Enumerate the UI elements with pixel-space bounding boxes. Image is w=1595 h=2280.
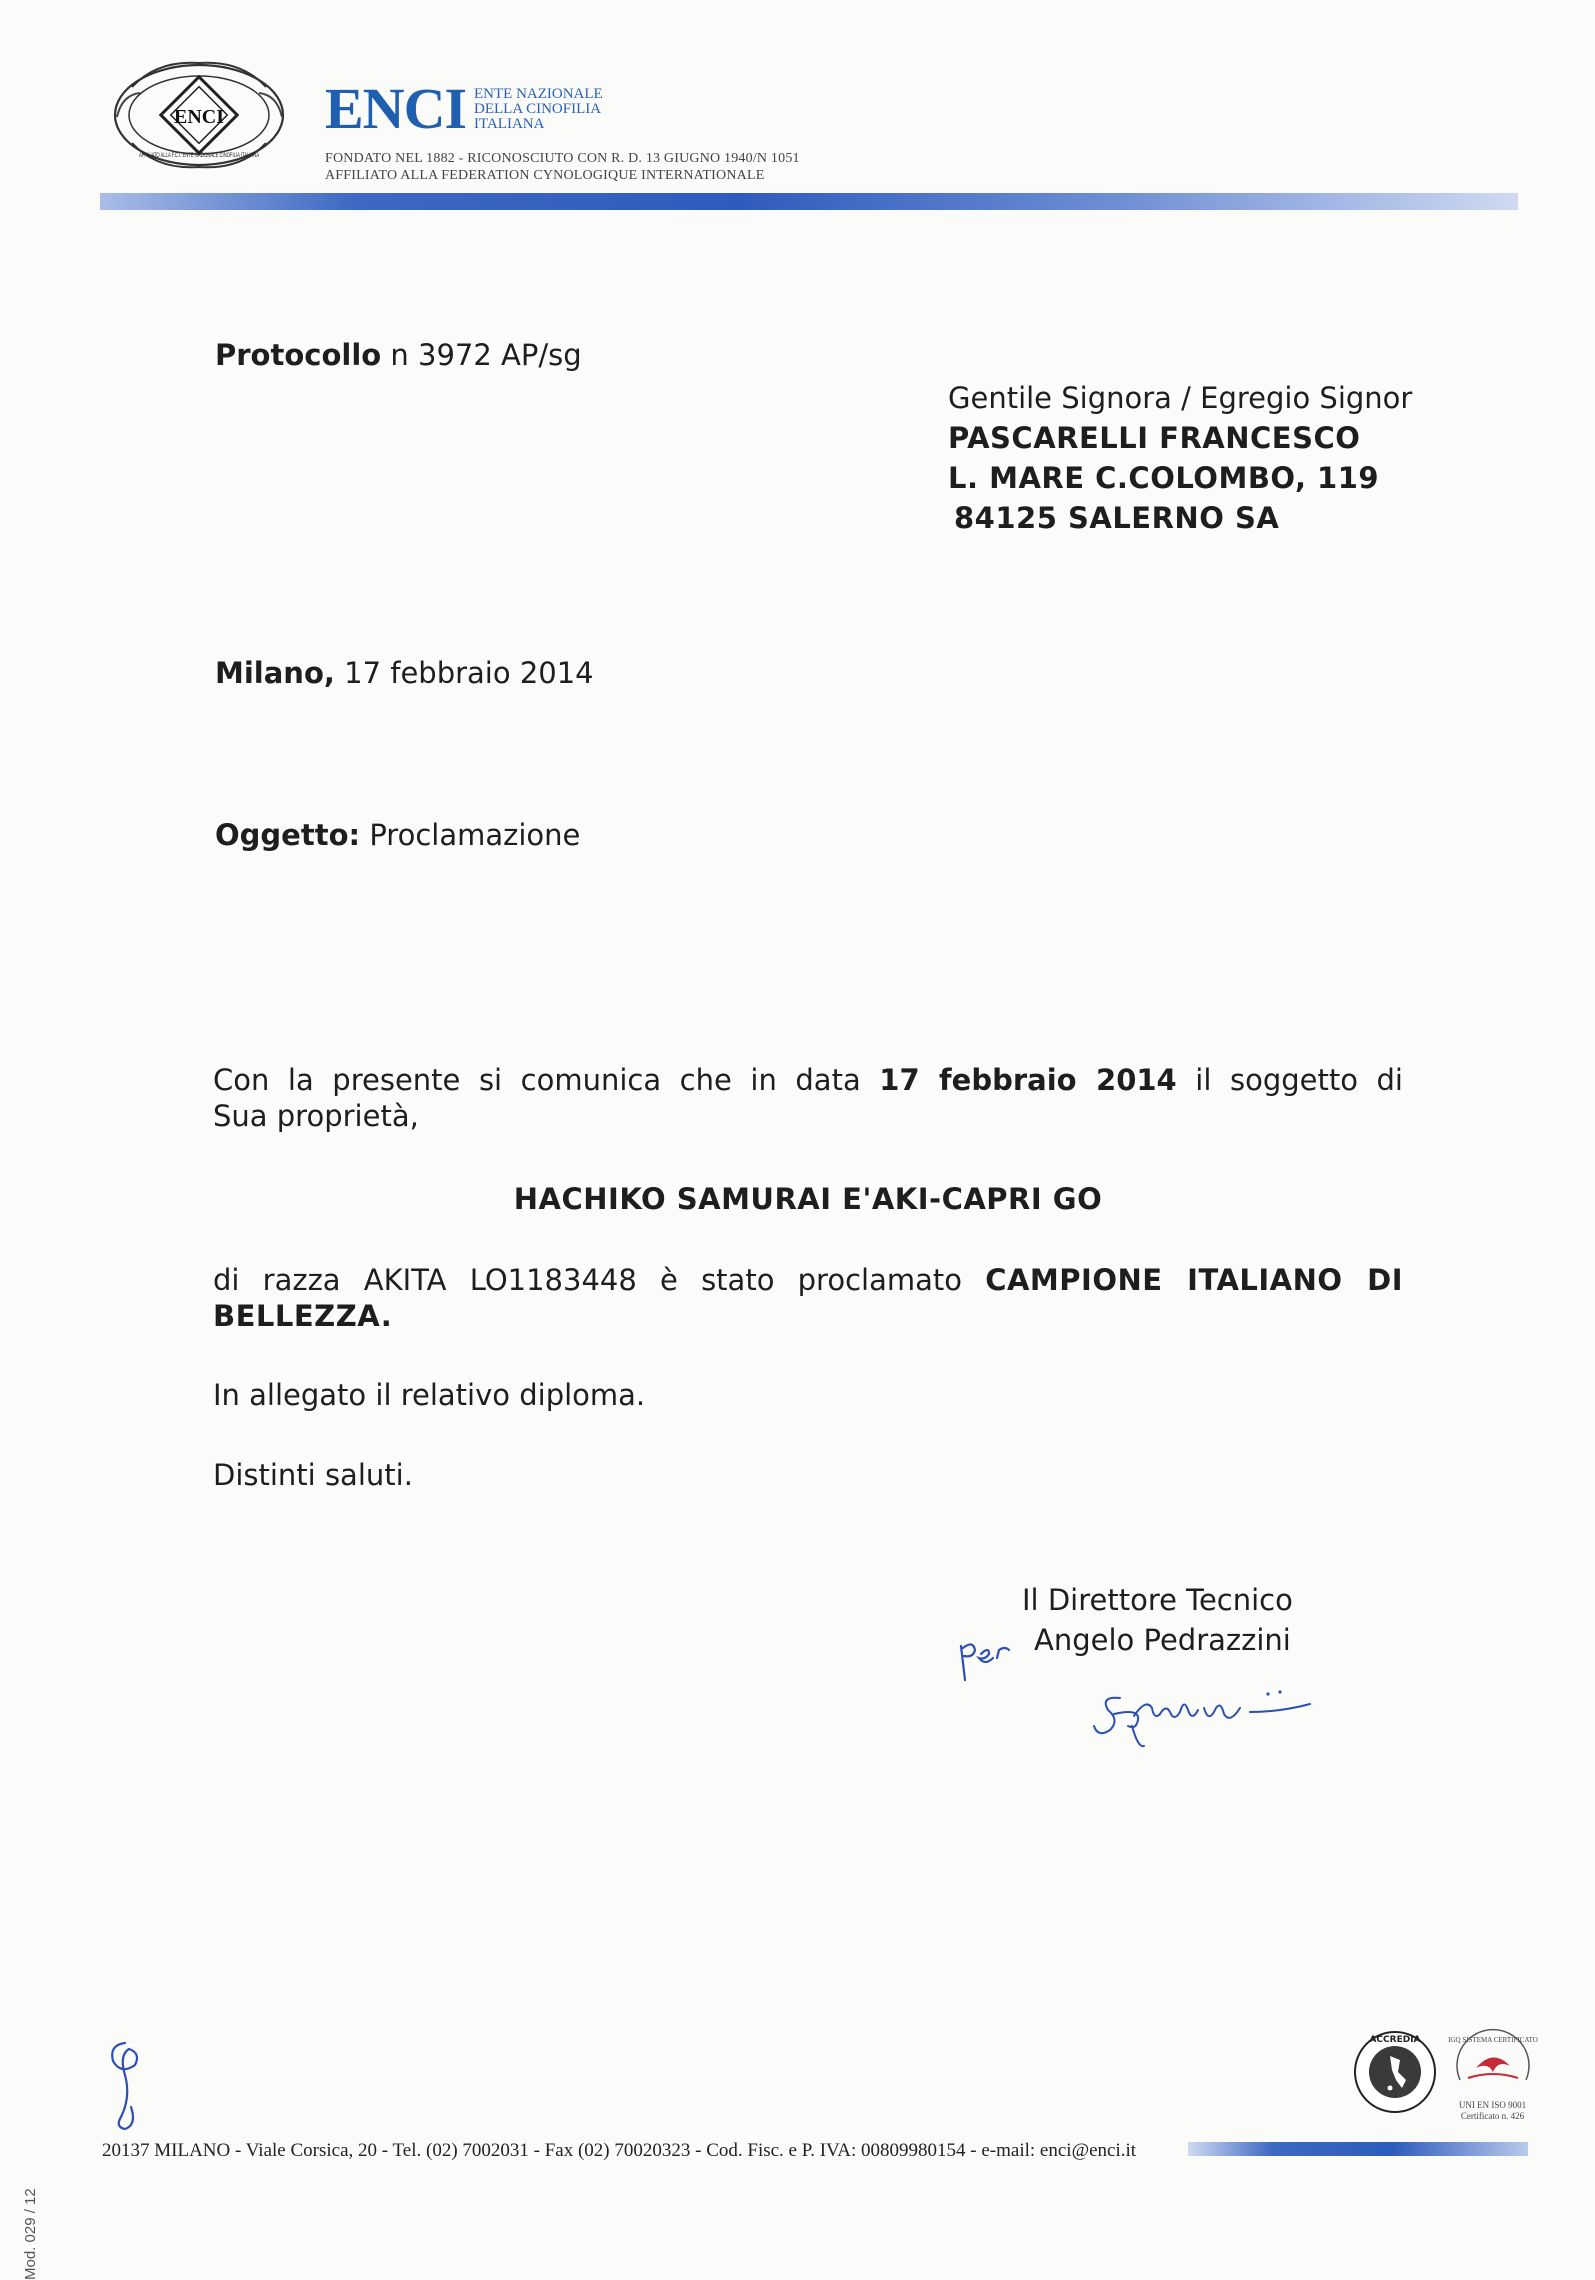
date-line bbox=[215, 656, 594, 691]
header-divider-bar bbox=[100, 193, 1518, 210]
footer-divider-bar bbox=[1188, 2142, 1528, 2156]
certification-text bbox=[1440, 2100, 1545, 2122]
subject-value: Proclamazione bbox=[369, 818, 581, 852]
protocol-line bbox=[215, 338, 582, 373]
p2-before: di razza AKITA LO1183448 è stato proclamato bbox=[213, 1263, 986, 1297]
ente-line-3: ITALIANA bbox=[474, 116, 545, 132]
p1-before: Con la presente si comunica che in data bbox=[213, 1063, 880, 1097]
closing-salutation: Distinti saluti. bbox=[213, 1458, 413, 1492]
cert-number: Certificato n. 426 bbox=[1460, 2111, 1525, 2121]
handwritten-signature bbox=[1080, 1668, 1320, 1758]
p2-title-1: CAMPIONE ITALIANO DI bbox=[985, 1263, 1404, 1297]
paragraph-2-line-2: BELLEZZA. bbox=[213, 1299, 393, 1333]
enci-emblem-icon bbox=[112, 55, 287, 173]
date-place: Milano, bbox=[215, 656, 335, 690]
recipient-salutation: Gentile Signora / Egregio Signor bbox=[948, 381, 1413, 415]
dog-name: HACHIKO SAMURAI E'AKI-CAPRI GO bbox=[513, 1182, 1103, 1216]
cert-standard: UNI EN ISO 9001 bbox=[1458, 2100, 1527, 2110]
emblem-center-text: ENCI bbox=[173, 106, 225, 128]
paragraph-1-line-2: Sua proprietà, bbox=[213, 1099, 419, 1133]
ente-line-2: DELLA CINOFILIA bbox=[474, 101, 602, 117]
protocol-number: n 3972 AP/sg bbox=[390, 338, 582, 372]
accredia-logo-icon bbox=[1352, 2022, 1438, 2122]
recipient-name: PASCARELLI FRANCESCO bbox=[948, 421, 1361, 455]
recipient-address: L. MARE C.COLOMBO, 119 bbox=[948, 461, 1380, 495]
p1-after: il soggetto di bbox=[1176, 1063, 1403, 1097]
signer-name: Angelo Pedrazzini bbox=[1034, 1623, 1291, 1657]
mod-text: Mod. 029 / 12 bbox=[22, 2188, 39, 2280]
paragraph-3: In allegato il relativo diploma. bbox=[213, 1378, 646, 1412]
emblem-ring-text: AFFILIATO ALLA F.C.I. ENTE NAZIONALE CINOFILIA ITALIANA bbox=[139, 153, 259, 159]
recipient-city: 84125 SALERNO SA bbox=[954, 501, 1280, 535]
recipient-block bbox=[948, 378, 1412, 538]
signature-block bbox=[1022, 1580, 1293, 1660]
paragraph-1-line-1 bbox=[213, 1062, 1403, 1098]
cert-seal-text: IGQ SISTEMA CERTIFICATO bbox=[1448, 2036, 1538, 2044]
p1-date: 17 febbraio 2014 bbox=[879, 1063, 1177, 1097]
signer-role: Il Direttore Tecnico bbox=[1022, 1583, 1293, 1617]
brand-fullname bbox=[474, 87, 603, 132]
brand-acronym: ENCI bbox=[325, 76, 467, 141]
paragraph-2-line-1 bbox=[213, 1262, 1403, 1298]
accredia-label: ACCREDIA bbox=[1369, 2035, 1421, 2045]
certification-seal-icon bbox=[1448, 2018, 1538, 2096]
affiliation-line: AFFILIATO ALLA FEDERATION CYNOLOGIQUE INTERNATIONALE bbox=[325, 168, 765, 183]
subject-line bbox=[215, 818, 580, 853]
initials-mark bbox=[95, 2035, 155, 2135]
date-value: 17 febbraio 2014 bbox=[344, 656, 594, 690]
founded-line: FONDATO NEL 1882 - RICONOSCIUTO CON R. D. 13 GIUGNO 1940/N 1051 bbox=[325, 151, 800, 166]
ente-line-1: ENTE NAZIONALE bbox=[474, 86, 603, 102]
per-handwritten-mark bbox=[955, 1628, 1025, 1688]
form-model-code bbox=[22, 2160, 42, 2280]
founding-info bbox=[325, 150, 800, 184]
subject-label: Oggetto: bbox=[215, 818, 361, 852]
footer-contact-line: 20137 MILANO - Viale Corsica, 20 - Tel. (02) 7002031 - Fax (02) 70020323 - Cod. Fisc. e P. IVA: 00809980154 - e-mail: enci@enci.it bbox=[102, 2140, 1137, 2161]
protocol-label: Protocollo bbox=[215, 338, 382, 372]
